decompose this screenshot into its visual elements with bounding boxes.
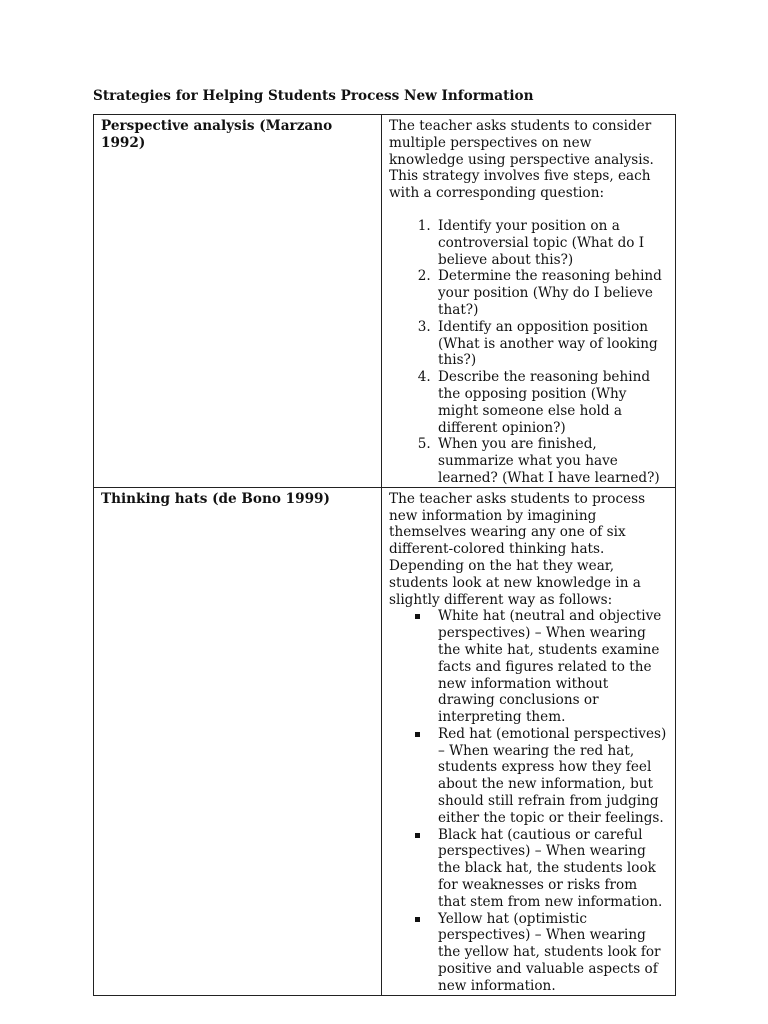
list-item-text: Yellow hat (optimistic perspectives) – When wearing the yellow hat, students look for positive and valuable aspects of new information. xyxy=(438,910,661,994)
list-item xyxy=(435,608,669,726)
strategy-name: Thinking hats (de Bono 1999) xyxy=(94,487,382,995)
list-item: 2. Determine the reasoning behind your position (Why do I believe that?) xyxy=(435,268,669,318)
list-item: 3. Identify an opposition position (What is another way of looking this?) xyxy=(435,319,669,369)
page-title: Strategies for Helping Students Process New Information xyxy=(93,88,534,104)
strategies-table xyxy=(93,114,676,996)
square-bullet-icon xyxy=(415,917,420,922)
list-item: 4. Describe the reasoning behind the opposing position (Why might someone else hold a different opinion?) xyxy=(435,369,669,436)
list-item xyxy=(435,911,669,995)
strategy-name: Perspective analysis (Marzano 1992) xyxy=(94,115,382,488)
steps-list xyxy=(389,218,669,487)
list-item: 5. When you are finished, summarize what you have learned? (What I have learned?) xyxy=(435,436,669,486)
table-row xyxy=(94,487,676,995)
hats-list xyxy=(389,608,669,994)
square-bullet-icon xyxy=(415,833,420,838)
strategy-description-cell xyxy=(382,115,676,488)
square-bullet-icon xyxy=(415,732,420,737)
list-item-text: Red hat (emotional perspectives) – When wearing the red hat, students express how they feel about the new information, but should still refrain from judging either the topic or their feelings. xyxy=(438,725,667,826)
list-item xyxy=(435,726,669,827)
list-item xyxy=(435,827,669,911)
strategy-description: The teacher asks students to process new information by imagining themselves wearing any one of six different-colored thinking hats. Depending on the hat they wear, students look at new knowledge in a slightly different way as follows: xyxy=(389,490,646,608)
strategy-description-cell xyxy=(382,487,676,995)
strategy-description: The teacher asks students to consider multiple perspectives on new knowledge using perspective analysis. This strategy involves five steps, each with a corresponding question: xyxy=(389,118,654,202)
list-item: 1. Identify your position on a controversial topic (What do I believe about this?) xyxy=(435,218,669,268)
list-item-text: White hat (neutral and objective perspectives) – When wearing the white hat, students examine facts and figures related to the new information without drawing conclusions or interpreting them. xyxy=(438,608,662,726)
list-item-text: Black hat (cautious or careful perspectives) – When wearing the black hat, the students look for weaknesses or risks from that stem from new information. xyxy=(438,826,663,910)
square-bullet-icon xyxy=(415,614,420,619)
table-row xyxy=(94,115,676,488)
